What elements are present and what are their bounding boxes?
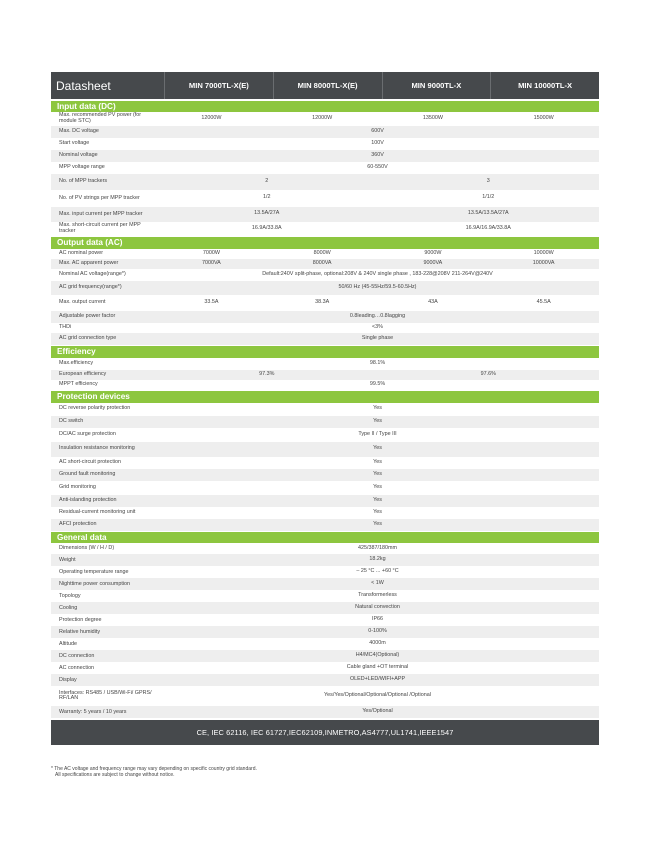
spec-label: AC short-circuit protection: [59, 458, 122, 465]
spec-value: – 25 °C ... +60 °C: [356, 568, 399, 575]
spec-label: Nominal voltage: [59, 152, 98, 159]
spec-label: Warranty: 5 years / 10 years: [59, 708, 127, 715]
spec-value: Yes: [373, 470, 382, 477]
spec-value: 10000VA: [532, 259, 555, 266]
spec-label: Max. short-circuit current per MPP tracker: [59, 222, 141, 234]
table-row: [51, 126, 599, 138]
table-row: [51, 269, 599, 281]
spec-value: 8000W: [313, 249, 331, 256]
spec-value: Yes: [373, 520, 382, 527]
table-header: [51, 72, 599, 99]
table-row: [51, 481, 599, 495]
table-row: [51, 566, 599, 578]
spec-value: 7000VA: [201, 259, 221, 266]
datasheet-title: Datasheet: [51, 72, 165, 99]
spec-label: Max. input current per MPP tracker: [59, 210, 143, 217]
spec-value: <3%: [372, 323, 383, 330]
table-row: [51, 543, 599, 554]
spec-value: IP66: [371, 616, 384, 623]
spec-value: 4000m: [369, 640, 386, 647]
spec-label: MPPT efficiency: [59, 380, 98, 387]
spec-value: 97.3%: [259, 370, 275, 377]
table-row: [51, 507, 599, 519]
spec-label: Nominal AC voltage(range*): [59, 270, 126, 277]
spec-value: Single phase: [361, 334, 394, 341]
table-row: [51, 554, 599, 566]
spec-value: 13.5A/13.5A/27A: [467, 210, 509, 217]
spec-label: Max. AC apparent power: [59, 259, 119, 266]
spec-value: 8000VA: [312, 259, 332, 266]
spec-value: < 1W: [371, 580, 384, 587]
table-row: [51, 333, 599, 345]
table-row: [51, 207, 599, 222]
spec-label: THDi: [59, 323, 72, 330]
spec-value: 16.9A/16.9A/33.8A: [465, 224, 511, 231]
spec-label: Altitude: [59, 640, 77, 647]
table-row: [51, 519, 599, 531]
footnotes: [51, 766, 599, 779]
spec-label: Start voltage: [59, 140, 90, 147]
spec-value: 18.2kg: [369, 556, 386, 563]
spec-value: 7000W: [202, 249, 220, 256]
spec-value: 600V: [371, 127, 384, 134]
spec-value: H4/MC4(Optional): [355, 652, 400, 659]
spec-value: Cable gland +OT terminal: [346, 664, 409, 671]
table-row: [51, 311, 599, 323]
spec-label: MPP voltage range: [59, 164, 105, 171]
spec-label: Interfaces: RS485 / USB/Wi-Fi/ GPRS/ RF/LAN: [59, 689, 152, 702]
spec-value: 100V: [371, 139, 384, 146]
model-column-header: MIN 9000TL-X: [383, 72, 492, 99]
table-row: [51, 295, 599, 311]
table-row: [51, 578, 599, 590]
spec-value: Yes/Yes/Optional/Optional/Optional /Optional: [324, 692, 431, 699]
spec-value: 0.8leading…0.8lagging: [349, 312, 406, 319]
table-row: [51, 150, 599, 162]
table-row: [51, 138, 599, 150]
table-row: [51, 469, 599, 481]
spec-value: Transformerless: [358, 592, 397, 599]
spec-label: Topology: [59, 592, 81, 599]
table-row: [51, 674, 599, 686]
spec-value: 99.5%: [369, 380, 386, 387]
spec-value: Yes: [373, 417, 382, 424]
spec-value: 12000W: [201, 114, 222, 121]
section-header: Output data (AC): [51, 237, 599, 248]
spec-label: European efficiency: [59, 370, 107, 377]
table-row: [51, 370, 599, 380]
spec-label: AC grid frequency(range*): [59, 283, 122, 290]
spec-value: 9000VA: [423, 259, 443, 266]
spec-value: 1/1/2: [482, 194, 495, 201]
spec-label: Max. recommended PV power (for module STC): [59, 112, 142, 124]
spec-label: No. of PV strings per MPP tracker: [59, 194, 140, 201]
spec-label: DC reverse polarity protection: [59, 405, 131, 412]
spec-value: 3: [486, 177, 490, 184]
table-row: [51, 590, 599, 602]
certifications-bar: CE, IEC 62116, IEC 61727,IEC62109,INMETRO,AS4777,UL1741,IEEE1547: [51, 720, 599, 745]
spec-value: Yes: [373, 458, 382, 465]
table-row: [51, 249, 599, 259]
model-column-header: MIN 10000TL-X: [518, 81, 573, 90]
table-row: [51, 650, 599, 662]
spec-value: 360V: [371, 151, 384, 158]
table-row: [51, 626, 599, 638]
model-column-header: MIN 8000TL-X(E): [274, 72, 383, 99]
spec-label: Operating temperature range: [59, 568, 129, 575]
spec-label: Display: [59, 676, 77, 683]
spec-label: Cooling: [59, 604, 78, 611]
spec-value: 10000W: [533, 249, 554, 256]
spec-label: Grid monitoring: [59, 483, 96, 490]
section-header: Protection devices: [51, 391, 599, 402]
table-row: [51, 638, 599, 650]
spec-value: 12000W: [312, 114, 333, 121]
table-row: [51, 416, 599, 428]
spec-value: 9000W: [424, 249, 442, 256]
table-row: [51, 442, 599, 457]
table-row: [51, 428, 599, 442]
table-row: [51, 259, 599, 269]
spec-label: Relative humidity: [59, 628, 101, 635]
spec-value: 43A: [428, 298, 438, 305]
datasheet-table: [51, 72, 599, 745]
spec-label: Max. output current: [59, 298, 106, 305]
spec-label: Weight: [59, 556, 76, 563]
spec-value: 1/2: [263, 194, 271, 201]
section-header: Input data (DC): [51, 101, 599, 112]
spec-value: Yes: [373, 483, 382, 490]
table-row: [51, 706, 599, 718]
table-row: [51, 190, 599, 207]
spec-label: Ground fault monitoring: [59, 470, 116, 477]
spec-value: Yes: [373, 496, 382, 503]
table-row: [51, 380, 599, 390]
table-row: [51, 162, 599, 174]
spec-value: 13.5A/27A: [254, 210, 280, 217]
model-column-header: MIN 7000TL-X(E): [165, 72, 274, 99]
table-row: [51, 662, 599, 674]
spec-value: 97.6%: [480, 370, 496, 377]
spec-label: Anti-islanding protection: [59, 496, 117, 503]
spec-label: AC nominal power: [59, 249, 104, 256]
spec-value: 50/60 Hz (45-55Hz/59.5-60.5Hz): [338, 283, 417, 290]
spec-label: Max.efficiency: [59, 359, 94, 366]
spec-value: 38.3A: [315, 298, 330, 305]
spec-label: AC connection: [59, 664, 95, 671]
section-header: Efficiency: [51, 346, 599, 357]
table-row: [51, 281, 599, 295]
spec-label: DC switch: [59, 417, 84, 424]
spec-value: Yes: [373, 405, 382, 412]
spec-value: 33.5A: [204, 298, 219, 305]
spec-value: 45.5A: [536, 298, 551, 305]
spec-label: AFCI protection: [59, 520, 97, 527]
spec-value: 98.1%: [369, 359, 386, 366]
spec-label: Dimensions (W / H / D): [59, 545, 115, 552]
spec-value: OLED+LED/WIFI+APP: [349, 676, 406, 683]
spec-value: Yes: [373, 508, 382, 515]
table-row: [51, 222, 599, 236]
spec-label: DC connection: [59, 652, 95, 659]
spec-value: Natural convection: [355, 604, 400, 611]
spec-label: Residual-current monitoring unit: [59, 508, 136, 515]
table-row: [51, 403, 599, 416]
table-row: [51, 174, 599, 190]
footnote-voltage: * The AC voltage and frequency range may vary depending on specific country grid standard.: [51, 766, 257, 772]
spec-value: Yes: [373, 445, 382, 452]
section-header: General data: [51, 532, 599, 543]
spec-value: 60-550V: [367, 163, 388, 170]
spec-label: AC grid connection type: [59, 334, 117, 341]
spec-label: Insulation resistance monitoring: [59, 445, 135, 452]
spec-label: No. of MPP trackers: [59, 178, 108, 185]
table-row: [51, 495, 599, 507]
spec-value: 2: [265, 177, 269, 184]
spec-label: Nighttime power consumption: [59, 580, 131, 587]
spec-value: 13500W: [422, 114, 443, 121]
spec-label: Protection degree: [59, 616, 102, 623]
footnote-specs: All specifications are subject to change without notice.: [55, 772, 175, 779]
table-row: [51, 686, 599, 706]
sections-container: [51, 101, 599, 719]
table-row: [51, 358, 599, 370]
table-row: [51, 602, 599, 614]
table-row: [51, 323, 599, 333]
spec-label: DC/AC surge protection: [59, 430, 116, 437]
spec-label: Max. DC voltage: [59, 128, 99, 135]
spec-value: 425/387/180mm: [358, 544, 397, 551]
spec-value: Type II / Type III: [358, 430, 397, 437]
spec-value: Yes/Optional: [362, 708, 393, 715]
spec-value: 15000W: [533, 114, 554, 121]
spec-label: Adjustable power factor: [59, 312, 116, 319]
table-row: [51, 112, 599, 126]
table-row: [51, 614, 599, 626]
spec-value: Default:240V split-phase, optional:208V & 240V single phase , 183-228@208V 211-264V@240V: [262, 270, 493, 277]
spec-value: 16.9A/33.8A: [251, 224, 282, 231]
spec-value: 0-100%: [368, 628, 387, 635]
table-row: [51, 457, 599, 469]
